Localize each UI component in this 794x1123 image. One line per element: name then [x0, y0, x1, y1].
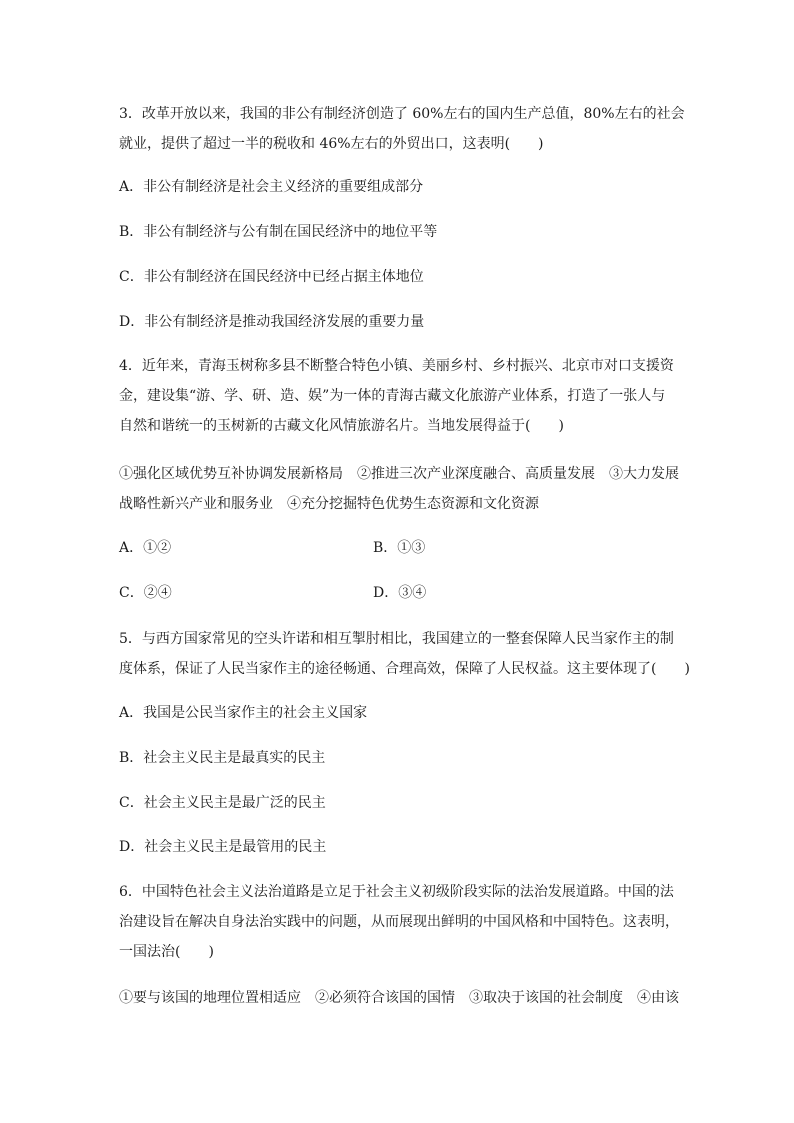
question-3-option-a: A．非公有制经济是社会主义经济的重要组成部分 [119, 179, 424, 195]
question-4-option-b: B．①③ [373, 540, 426, 556]
question-5-option-d: D．社会主义民主是最管用的民主 [119, 839, 327, 855]
question-3-option-d: D．非公有制经济是推动我国经济发展的重要力量 [119, 314, 425, 330]
question-6-statement-line-1: ①要与该国的地理位置相适应 ②必须符合该国的国情 ③取决于该国的社会制度 ④由该 [119, 990, 679, 1006]
question-4-statement-line-1: ①强化区域优势互补协调发展新格局 ②推进三次产业深度融合、高质量发展 ③大力发展 [119, 466, 679, 482]
question-5-option-b: B．社会主义民主是最真实的民主 [119, 750, 326, 766]
question-4-stem-line-1: 4．近年来，青海玉树称多县不断整合特色小镇、美丽乡村、乡村振兴、北京市对口支援资 [119, 358, 674, 374]
question-6-stem-line-2: 治建设旨在解决自身法治实践中的问题，从而展现出鲜明的中国风格和中国特色。这表明， [119, 914, 679, 930]
question-5-stem-line-2: 度体系，保证了人民当家作主的途径畅通、合理高效，保障了人民权益。这主要体现了( ) [119, 661, 690, 677]
question-4-stem-line-3: 自然和谐统一的玉树新的古藏文化风情旅游名片。当地发展得益于( ) [119, 418, 564, 434]
question-3-stem-line-1: 3．改革开放以来，我国的非公有制经济创造了 60%左右的国内生产总值，80%左右的社会 [119, 106, 685, 122]
question-4-stem-line-2: 金，建设集“游、学、研、造、娱”为一体的青海古藏文化旅游产业体系，打造了一张人与 [119, 388, 666, 404]
question-3-option-c: C．非公有制经济在国民经济中已经占据主体地位 [119, 269, 424, 285]
question-4-option-d: D．③④ [373, 585, 427, 601]
question-5-option-a: A．我国是公民当家作主的社会主义国家 [119, 705, 368, 721]
question-4-option-c: C．②④ [119, 585, 172, 601]
question-5-stem-line-1: 5．与西方国家常见的空头许诺和相互掣肘相比，我国建立的一整套保障人民当家作主的制 [119, 631, 674, 647]
question-3-stem-line-2: 就业，提供了超过一半的税收和 46%左右的外贸出口，这表明( ) [119, 136, 544, 152]
question-4-option-a: A．①② [119, 540, 172, 556]
question-5-option-c: C．社会主义民主是最广泛的民主 [119, 795, 326, 811]
question-6-stem-line-1: 6．中国特色社会主义法治道路是立足于社会主义初级阶段实际的法治发展道路。中国的法 [119, 884, 674, 900]
question-6-stem-line-3: 一国法治( ) [119, 944, 214, 960]
question-3-option-b: B．非公有制经济与公有制在国民经济中的地位平等 [119, 224, 438, 240]
question-4-statement-line-2: 战略性新兴产业和服务业 ④充分挖掘特色优势生态资源和文化资源 [119, 496, 539, 512]
